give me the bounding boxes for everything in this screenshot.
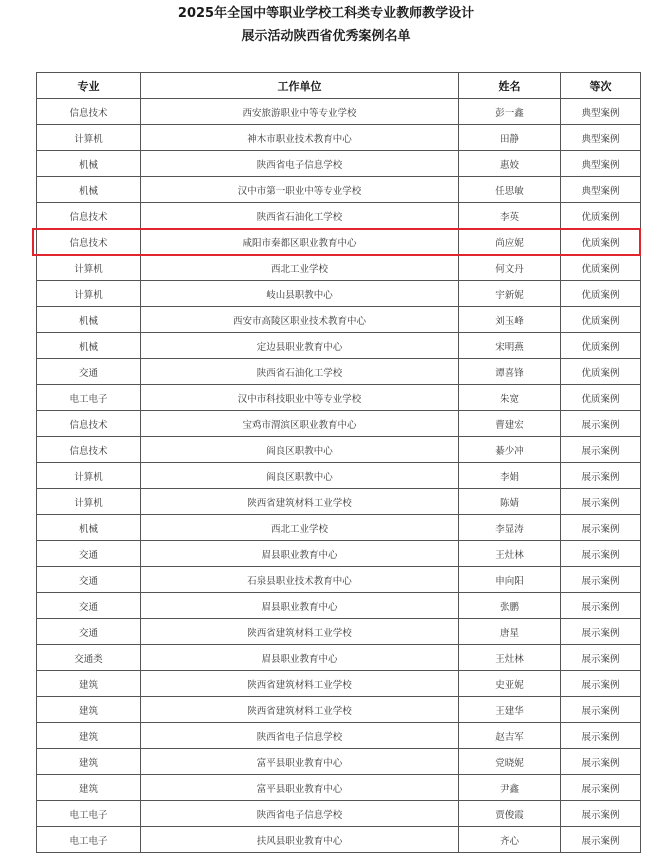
table-row [37,463,641,489]
cell-name: 齐心 [459,827,561,853]
cell-major: 建筑 [37,697,141,723]
cell-grade: 典型案例 [561,99,641,125]
cell-name: 贾俊霞 [459,801,561,827]
cell-grade: 展示案例 [561,827,641,853]
cell-workplace: 石泉县职业技术教育中心 [141,567,459,593]
cell-grade: 优质案例 [561,307,641,333]
cell-grade: 展示案例 [561,697,641,723]
cell-major: 电工电子 [37,827,141,853]
cell-name: 宇新妮 [459,281,561,307]
cell-workplace: 扶风县职业教育中心 [141,827,459,853]
cell-major: 建筑 [37,723,141,749]
cell-workplace: 汉中市第一职业中等专业学校 [141,177,459,203]
cell-workplace: 陕西省建筑材料工业学校 [141,671,459,697]
header-name: 姓名 [459,73,561,99]
cell-major: 交通 [37,541,141,567]
cell-workplace: 富平县职业教育中心 [141,749,459,775]
cell-name: 李英 [459,203,561,229]
cell-grade: 展示案例 [561,671,641,697]
cell-grade: 展示案例 [561,801,641,827]
cell-grade: 展示案例 [561,515,641,541]
cell-workplace: 眉县职业教育中心 [141,541,459,567]
cell-grade: 典型案例 [561,151,641,177]
cell-workplace: 富平县职业教育中心 [141,775,459,801]
cell-major: 计算机 [37,489,141,515]
cell-name: 綦少冲 [459,437,561,463]
award-list-table [36,72,641,853]
cell-major: 机械 [37,177,141,203]
table-row [37,411,641,437]
cell-name: 王灶林 [459,541,561,567]
table-row [37,307,641,333]
cell-name: 张鹏 [459,593,561,619]
cell-name: 尹鑫 [459,775,561,801]
cell-major: 电工电子 [37,385,141,411]
cell-workplace: 陕西省建筑材料工业学校 [141,619,459,645]
cell-workplace: 陕西省石油化工学校 [141,203,459,229]
cell-workplace: 西北工业学校 [141,515,459,541]
table-row [37,99,641,125]
table-row [37,255,641,281]
cell-major: 交通类 [37,645,141,671]
cell-workplace: 陕西省石油化工学校 [141,359,459,385]
document-title-line-1: 2025年全国中等职业学校工科类专业教师教学设计 [177,6,475,21]
cell-grade: 展示案例 [561,749,641,775]
cell-major: 电工电子 [37,801,141,827]
cell-grade: 典型案例 [561,125,641,151]
table-row [37,437,641,463]
cell-major: 信息技术 [37,99,141,125]
header-workplace: 工作单位 [141,73,459,99]
table-row [37,723,641,749]
cell-grade: 展示案例 [561,463,641,489]
table-row [37,177,641,203]
table-row [37,671,641,697]
cell-grade: 优质案例 [561,229,641,255]
cell-workplace: 陕西省电子信息学校 [141,723,459,749]
cell-workplace: 陕西省电子信息学校 [141,801,459,827]
cell-name: 彭一鑫 [459,99,561,125]
table-row [37,827,641,853]
cell-grade: 优质案例 [561,385,641,411]
cell-major: 机械 [37,333,141,359]
cell-name: 尚应妮 [459,229,561,255]
document-title-line-2: 展示活动陕西省优秀案例名单 [241,29,411,44]
cell-grade: 优质案例 [561,359,641,385]
cell-name: 朱宽 [459,385,561,411]
cell-major: 建筑 [37,749,141,775]
cell-grade: 展示案例 [561,541,641,567]
cell-grade: 典型案例 [561,177,641,203]
cell-grade: 展示案例 [561,489,641,515]
table-row [37,333,641,359]
table-row [37,125,641,151]
table-row [37,515,641,541]
cell-grade: 展示案例 [561,775,641,801]
cell-grade: 展示案例 [561,437,641,463]
cell-name: 刘玉峰 [459,307,561,333]
cell-name: 史亚妮 [459,671,561,697]
table-row [37,203,641,229]
cell-workplace: 阎良区职教中心 [141,437,459,463]
table-row [37,749,641,775]
cell-major: 交通 [37,359,141,385]
cell-grade: 优质案例 [561,333,641,359]
table-row [37,151,641,177]
cell-workplace: 眉县职业教育中心 [141,593,459,619]
cell-name: 李显涛 [459,515,561,541]
cell-name: 惠姣 [459,151,561,177]
cell-name: 宋明燕 [459,333,561,359]
cell-name: 党晓妮 [459,749,561,775]
cell-major: 信息技术 [37,203,141,229]
cell-name: 谭喜锋 [459,359,561,385]
cell-major: 建筑 [37,671,141,697]
cell-major: 信息技术 [37,437,141,463]
cell-major: 计算机 [37,463,141,489]
cell-name: 李娟 [459,463,561,489]
cell-workplace: 西北工业学校 [141,255,459,281]
cell-major: 信息技术 [37,411,141,437]
table-row [37,359,641,385]
cell-name: 赵吉军 [459,723,561,749]
cell-workplace: 西安旅游职业中等专业学校 [141,99,459,125]
cell-grade: 优质案例 [561,281,641,307]
cell-major: 信息技术 [37,229,141,255]
cell-major: 计算机 [37,125,141,151]
cell-major: 计算机 [37,281,141,307]
cell-name: 田静 [459,125,561,151]
cell-grade: 优质案例 [561,255,641,281]
table-row [37,645,641,671]
cell-workplace: 宝鸡市渭滨区职业教育中心 [141,411,459,437]
cell-workplace: 西安市高陵区职业技术教育中心 [141,307,459,333]
cell-name: 曹建宏 [459,411,561,437]
cell-name: 唐星 [459,619,561,645]
cell-name: 申向阳 [459,567,561,593]
table-row [37,619,641,645]
cell-name: 任思敏 [459,177,561,203]
cell-workplace: 神木市职业技术教育中心 [141,125,459,151]
cell-name: 陈婧 [459,489,561,515]
cell-workplace: 陕西省电子信息学校 [141,151,459,177]
cell-workplace: 定边县职业教育中心 [141,333,459,359]
cell-workplace: 眉县职业教育中心 [141,645,459,671]
table-body [37,99,641,853]
table-row [37,541,641,567]
cell-grade: 展示案例 [561,411,641,437]
cell-workplace: 汉中市科技职业中等专业学校 [141,385,459,411]
cell-grade: 优质案例 [561,203,641,229]
cell-workplace: 咸阳市秦都区职业教育中心 [141,229,459,255]
cell-workplace: 陕西省建筑材料工业学校 [141,489,459,515]
table-row [37,489,641,515]
cell-grade: 展示案例 [561,567,641,593]
table-row [37,567,641,593]
cell-grade: 展示案例 [561,723,641,749]
table-header-row [37,73,641,99]
table-row [37,697,641,723]
cell-workplace: 陕西省建筑材料工业学校 [141,697,459,723]
cell-major: 建筑 [37,775,141,801]
cell-major: 交通 [37,567,141,593]
cell-major: 机械 [37,515,141,541]
header-major: 专业 [37,73,141,99]
header-grade: 等次 [561,73,641,99]
cell-name: 王建华 [459,697,561,723]
cell-grade: 展示案例 [561,593,641,619]
table-row [37,229,641,255]
cell-major: 机械 [37,307,141,333]
cell-grade: 展示案例 [561,619,641,645]
cell-name: 何文丹 [459,255,561,281]
table-row [37,281,641,307]
cell-workplace: 阎良区职教中心 [141,463,459,489]
table-row [37,593,641,619]
cell-name: 王灶林 [459,645,561,671]
cell-major: 机械 [37,151,141,177]
table-row [37,385,641,411]
cell-grade: 展示案例 [561,645,641,671]
cell-major: 计算机 [37,255,141,281]
cell-workplace: 岐山县职教中心 [141,281,459,307]
table-row [37,801,641,827]
cell-major: 交通 [37,619,141,645]
cell-major: 交通 [37,593,141,619]
table-row [37,775,641,801]
